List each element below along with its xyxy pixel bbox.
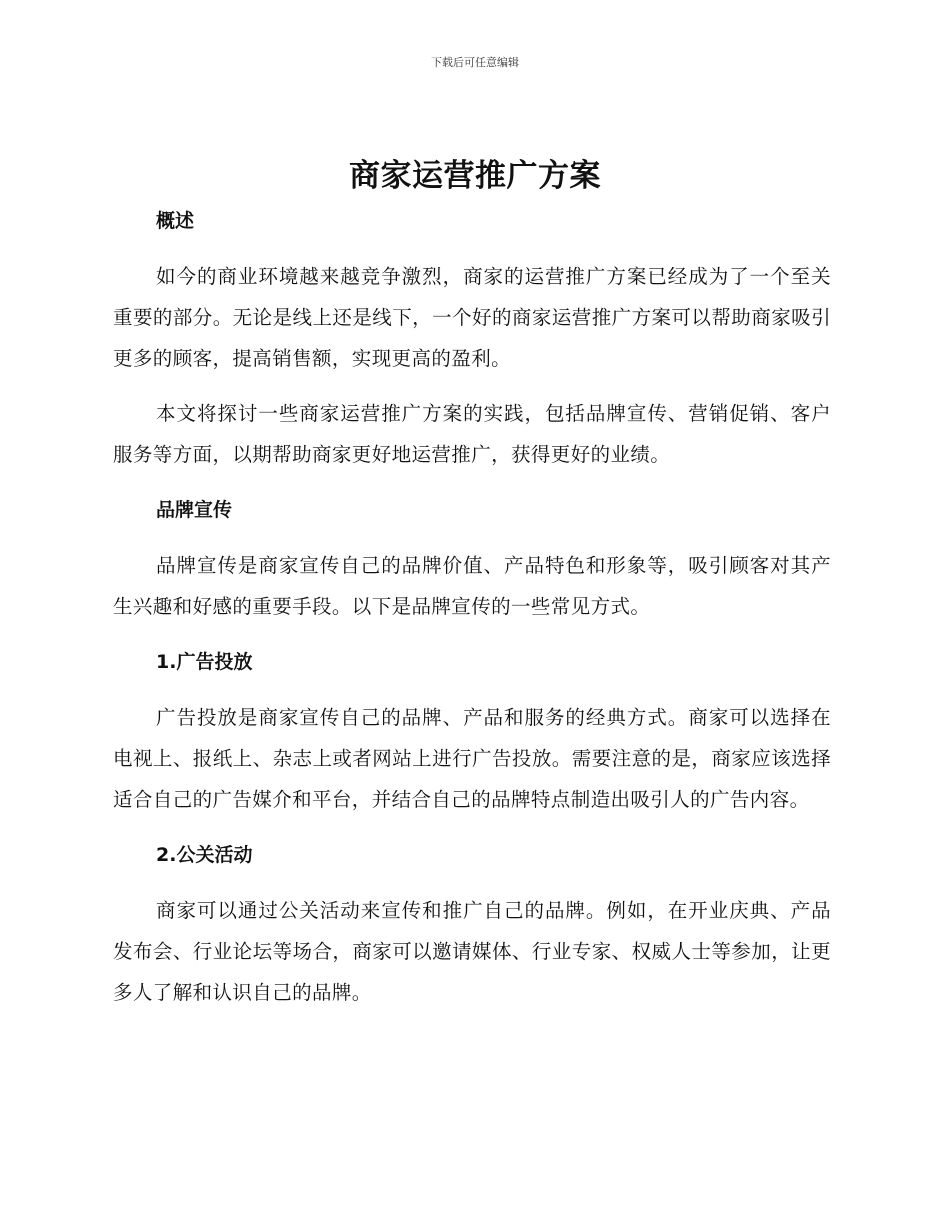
heading-brand: 品牌宣传 [156,499,233,521]
document-body [113,206,831,1013]
document-title: 商家运营推广方案 [349,158,601,194]
header-note: 下载后可任意编辑 [431,56,519,69]
paragraph-ads-1: 广告投放是商家宣传自己的品牌、产品和服务的经典方式。商家可以选择在电视上、报纸上、杂志上或者网站上进行广告投放。需要注意的是，商家应该选择适合自己的广告媒介和平台，并结合自己的品牌特点制造出吸引人的广告内容。 [113,706,831,811]
paragraph-brand-1: 品牌宣传是商家宣传自己的品牌价值、产品特色和形象等，吸引顾客对其产生兴趣和好感的重要手段。以下是品牌宣传的一些常见方式。 [113,554,831,618]
paragraph-pr-1: 商家可以通过公关活动来宣传和推广自己的品牌。例如，在开业庆典、产品发布会、行业论坛等场合，商家可以邀请媒体、行业专家、权威人士等参加，让更多人了解和认识自己的品牌。 [113,899,831,1004]
heading-ads: 1.广告投放 [156,651,253,673]
paragraph-overview-1: 如今的商业环境越来越竞争激烈，商家的运营推广方案已经成为了一个至关重要的部分。无论是线上还是线下，一个好的商家运营推广方案可以帮助商家吸引更多的顾客，提高销售额，实现更高的盈利。 [113,265,831,370]
heading-pr: 2.公关活动 [156,844,253,866]
paragraph-overview-2: 本文将探讨一些商家运营推广方案的实践，包括品牌宣传、营销促销、客户服务等方面，以期帮助商家更好地运营推广，获得更好的业绩。 [113,402,831,466]
heading-overview: 概述 [156,210,195,232]
